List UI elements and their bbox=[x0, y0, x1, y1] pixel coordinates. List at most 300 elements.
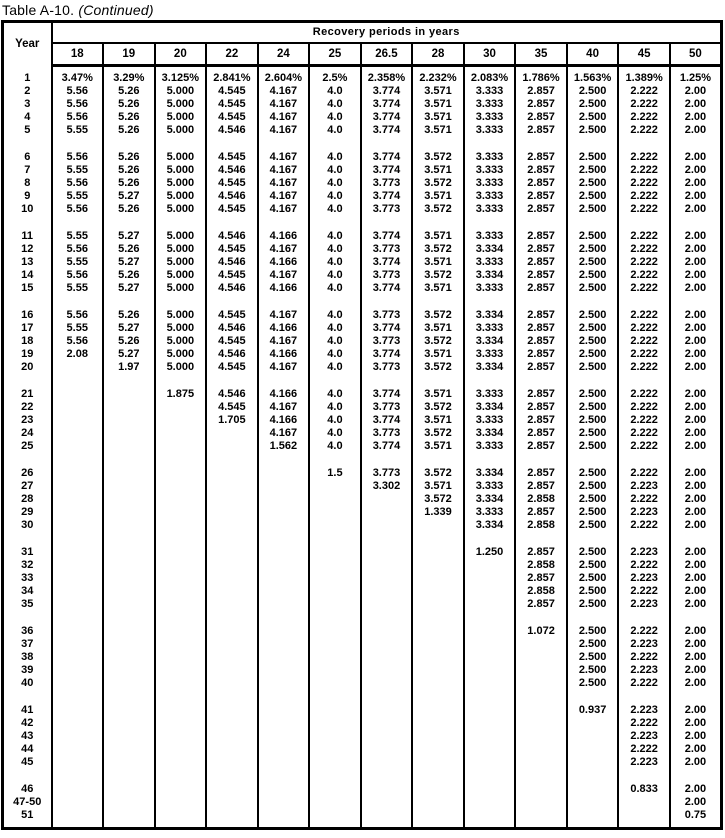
value-cell: 2.500 bbox=[567, 638, 619, 651]
value-cell: 2.858 bbox=[515, 585, 567, 598]
value-cell: 2.500 bbox=[567, 85, 619, 98]
value-cell bbox=[361, 493, 413, 506]
value-cell bbox=[309, 704, 361, 717]
value-cell bbox=[103, 467, 155, 480]
value-cell: 3.333 bbox=[464, 440, 516, 453]
value-cell: 5.000 bbox=[155, 203, 207, 216]
value-cell: 5.26 bbox=[103, 85, 155, 98]
value-cell: 5.000 bbox=[155, 256, 207, 269]
value-cell bbox=[103, 651, 155, 664]
table-row bbox=[3, 519, 722, 532]
value-cell: 2.00 bbox=[670, 164, 722, 177]
table-row bbox=[3, 190, 722, 203]
value-cell: 3.773 bbox=[361, 243, 413, 256]
value-cell: 3.334 bbox=[464, 519, 516, 532]
value-cell: 4.0 bbox=[309, 335, 361, 348]
value-cell: 2.500 bbox=[567, 519, 619, 532]
table-row bbox=[3, 322, 722, 335]
value-cell: 4.167 bbox=[258, 190, 310, 203]
value-cell: 2.500 bbox=[567, 506, 619, 519]
value-cell: 2.00 bbox=[670, 651, 722, 664]
value-cell bbox=[52, 809, 104, 822]
value-cell bbox=[52, 361, 104, 374]
value-cell: 2.857 bbox=[515, 598, 567, 611]
value-cell: 2.00 bbox=[670, 203, 722, 216]
value-cell: 2.500 bbox=[567, 625, 619, 638]
year-cell: 31 bbox=[3, 546, 52, 559]
year-cell: 42 bbox=[3, 717, 52, 730]
year-cell: 1 bbox=[3, 72, 52, 85]
value-cell bbox=[103, 559, 155, 572]
value-cell: 4.546 bbox=[206, 388, 258, 401]
table-row bbox=[3, 704, 722, 717]
value-cell bbox=[155, 730, 207, 743]
table-row bbox=[3, 177, 722, 190]
table-row bbox=[3, 111, 722, 124]
value-cell: 3.333 bbox=[464, 256, 516, 269]
table-row bbox=[3, 677, 722, 690]
value-cell: 4.167 bbox=[258, 269, 310, 282]
value-cell bbox=[309, 717, 361, 730]
value-cell: 2.500 bbox=[567, 124, 619, 137]
value-cell: 2.00 bbox=[670, 111, 722, 124]
value-cell: 2.500 bbox=[567, 493, 619, 506]
value-cell bbox=[206, 730, 258, 743]
value-cell bbox=[155, 796, 207, 809]
value-cell: 2.857 bbox=[515, 177, 567, 190]
value-cell: 4.546 bbox=[206, 348, 258, 361]
value-cell bbox=[155, 598, 207, 611]
value-cell: 2.223 bbox=[618, 756, 670, 769]
value-cell bbox=[155, 704, 207, 717]
year-cell: 17 bbox=[3, 322, 52, 335]
value-cell: 4.0 bbox=[309, 111, 361, 124]
value-cell: 5.000 bbox=[155, 190, 207, 203]
value-cell bbox=[52, 506, 104, 519]
value-cell bbox=[52, 585, 104, 598]
table-title-label: Table A-10. bbox=[2, 2, 75, 18]
year-cell: 23 bbox=[3, 414, 52, 427]
value-cell bbox=[155, 519, 207, 532]
value-cell bbox=[309, 743, 361, 756]
value-cell: 2.857 bbox=[515, 85, 567, 98]
value-cell bbox=[103, 677, 155, 690]
value-cell bbox=[155, 493, 207, 506]
value-cell bbox=[361, 809, 413, 822]
value-cell: 3.572 bbox=[412, 467, 464, 480]
value-cell: 3.571 bbox=[412, 190, 464, 203]
value-cell: 3.572 bbox=[412, 177, 464, 190]
value-cell bbox=[464, 651, 516, 664]
value-cell: 2.222 bbox=[618, 427, 670, 440]
value-cell: 3.333 bbox=[464, 414, 516, 427]
value-cell: 3.571 bbox=[412, 282, 464, 295]
value-cell: 3.29% bbox=[103, 72, 155, 85]
year-cell: 3 bbox=[3, 98, 52, 111]
value-cell bbox=[258, 717, 310, 730]
value-cell: 3.774 bbox=[361, 414, 413, 427]
value-cell bbox=[103, 414, 155, 427]
value-cell bbox=[464, 598, 516, 611]
value-cell: 1.875 bbox=[155, 388, 207, 401]
value-cell: 4.545 bbox=[206, 361, 258, 374]
value-cell: 3.333 bbox=[464, 348, 516, 361]
value-cell bbox=[309, 796, 361, 809]
value-cell bbox=[206, 717, 258, 730]
value-cell: 4.0 bbox=[309, 322, 361, 335]
value-cell: 2.857 bbox=[515, 414, 567, 427]
value-cell: 4.166 bbox=[258, 230, 310, 243]
value-cell: 2.08 bbox=[66, 348, 88, 360]
value-cell: 2.223 bbox=[618, 572, 670, 585]
value-cell: 5.56 bbox=[66, 151, 88, 163]
year-cell: 39 bbox=[3, 664, 52, 677]
value-cell: 3.334 bbox=[464, 335, 516, 348]
value-cell bbox=[155, 506, 207, 519]
value-cell: 3.774 bbox=[361, 190, 413, 203]
value-cell: 1.786% bbox=[515, 72, 567, 85]
value-cell bbox=[567, 756, 619, 769]
table-row bbox=[3, 506, 722, 519]
value-cell: 2.00 bbox=[670, 572, 722, 585]
value-cell bbox=[412, 677, 464, 690]
value-cell bbox=[464, 717, 516, 730]
value-cell: 4.0 bbox=[309, 164, 361, 177]
year-cell: 41 bbox=[3, 704, 52, 717]
value-cell: 3.571 bbox=[412, 480, 464, 493]
value-cell: 2.223 bbox=[618, 480, 670, 493]
value-cell: 2.500 bbox=[567, 164, 619, 177]
value-cell: 2.00 bbox=[670, 151, 722, 164]
value-cell: 2.500 bbox=[567, 401, 619, 414]
value-cell: 2.00 bbox=[670, 519, 722, 532]
year-cell: 34 bbox=[3, 585, 52, 598]
value-cell: 1.563% bbox=[567, 72, 619, 85]
value-cell: 3.572 bbox=[412, 151, 464, 164]
value-cell: 4.166 bbox=[258, 322, 310, 335]
value-cell: 3.773 bbox=[361, 401, 413, 414]
value-cell: 3.125% bbox=[155, 72, 207, 85]
value-cell: 2.857 bbox=[515, 348, 567, 361]
table-row bbox=[3, 401, 722, 414]
value-cell: 1.339 bbox=[412, 506, 464, 519]
col-header-26.5: 26.5 bbox=[361, 43, 413, 66]
value-cell: 5.26 bbox=[103, 124, 155, 137]
year-cell: 29 bbox=[3, 506, 52, 519]
value-cell bbox=[309, 546, 361, 559]
value-cell bbox=[206, 493, 258, 506]
value-cell bbox=[361, 598, 413, 611]
value-cell: 2.00 bbox=[670, 243, 722, 256]
value-cell: 2.00 bbox=[670, 743, 722, 756]
value-cell: 2.858 bbox=[515, 559, 567, 572]
value-cell bbox=[412, 585, 464, 598]
value-cell bbox=[258, 638, 310, 651]
value-cell: 3.571 bbox=[412, 440, 464, 453]
value-cell bbox=[52, 598, 104, 611]
value-cell: 2.857 bbox=[515, 427, 567, 440]
value-cell: 1.5 bbox=[309, 467, 361, 480]
value-cell: 4.166 bbox=[258, 414, 310, 427]
value-cell: 3.774 bbox=[361, 282, 413, 295]
value-cell: 4.167 bbox=[258, 124, 310, 137]
value-cell: 5.56 bbox=[66, 243, 88, 255]
value-cell: 2.857 bbox=[515, 440, 567, 453]
table-row bbox=[3, 638, 722, 651]
value-cell: 5.26 bbox=[103, 243, 155, 256]
value-cell bbox=[155, 625, 207, 638]
value-cell: 3.333 bbox=[464, 111, 516, 124]
value-cell: 5.56 bbox=[66, 309, 88, 321]
value-cell: 2.222 bbox=[618, 388, 670, 401]
value-cell: 2.00 bbox=[670, 348, 722, 361]
year-cell: 30 bbox=[3, 519, 52, 532]
value-cell bbox=[515, 809, 567, 822]
value-cell bbox=[206, 809, 258, 822]
value-cell bbox=[52, 743, 104, 756]
value-cell: 2.857 bbox=[515, 401, 567, 414]
value-cell: 2.223 bbox=[618, 704, 670, 717]
value-cell: 4.545 bbox=[206, 309, 258, 322]
value-cell bbox=[258, 585, 310, 598]
value-cell bbox=[206, 677, 258, 690]
value-cell: 2.223 bbox=[618, 638, 670, 651]
value-cell: 3.572 bbox=[412, 335, 464, 348]
value-cell: 5.27 bbox=[103, 348, 155, 361]
value-cell bbox=[309, 730, 361, 743]
col-header-20: 20 bbox=[155, 43, 207, 66]
value-cell: 5.26 bbox=[103, 98, 155, 111]
value-cell bbox=[206, 664, 258, 677]
year-cell: 10 bbox=[3, 203, 52, 216]
value-cell: 2.00 bbox=[670, 309, 722, 322]
value-cell: 3.773 bbox=[361, 203, 413, 216]
value-cell: 2.083% bbox=[464, 72, 516, 85]
value-cell: 2.00 bbox=[670, 440, 722, 453]
value-cell bbox=[155, 414, 207, 427]
value-cell: 4.546 bbox=[206, 164, 258, 177]
value-cell: 2.00 bbox=[670, 177, 722, 190]
value-cell bbox=[515, 796, 567, 809]
value-cell: 3.333 bbox=[464, 506, 516, 519]
year-cell: 18 bbox=[3, 335, 52, 348]
value-cell: 2.00 bbox=[670, 269, 722, 282]
value-cell bbox=[155, 480, 207, 493]
value-cell: 2.857 bbox=[515, 164, 567, 177]
value-cell bbox=[258, 506, 310, 519]
value-cell: 2.222 bbox=[618, 322, 670, 335]
spacer-row bbox=[3, 769, 722, 783]
value-cell bbox=[155, 743, 207, 756]
year-column-header: Year bbox=[3, 22, 52, 66]
value-cell: 2.857 bbox=[515, 98, 567, 111]
col-header-25: 25 bbox=[309, 43, 361, 66]
value-cell: 3.334 bbox=[464, 269, 516, 282]
value-cell bbox=[206, 585, 258, 598]
value-cell: 2.857 bbox=[515, 190, 567, 203]
value-cell bbox=[206, 506, 258, 519]
value-cell: 4.0 bbox=[309, 124, 361, 137]
value-cell: 5.000 bbox=[155, 335, 207, 348]
value-cell: 2.857 bbox=[515, 480, 567, 493]
value-cell: 2.857 bbox=[515, 282, 567, 295]
value-cell bbox=[52, 638, 104, 651]
value-cell: 4.167 bbox=[258, 203, 310, 216]
year-cell: 27 bbox=[3, 480, 52, 493]
value-cell: 4.166 bbox=[258, 256, 310, 269]
table-row bbox=[3, 598, 722, 611]
year-cell: 8 bbox=[3, 177, 52, 190]
value-cell bbox=[361, 546, 413, 559]
value-cell bbox=[361, 743, 413, 756]
value-cell: 3.333 bbox=[464, 124, 516, 137]
table-row bbox=[3, 243, 722, 256]
value-cell bbox=[258, 796, 310, 809]
value-cell: 2.500 bbox=[567, 440, 619, 453]
value-cell: 4.545 bbox=[206, 98, 258, 111]
table-row bbox=[3, 203, 722, 216]
value-cell bbox=[155, 427, 207, 440]
value-cell bbox=[103, 598, 155, 611]
value-cell bbox=[155, 664, 207, 677]
value-cell: 4.546 bbox=[206, 256, 258, 269]
value-cell: 2.00 bbox=[670, 730, 722, 743]
value-cell: 3.333 bbox=[464, 177, 516, 190]
value-cell bbox=[361, 677, 413, 690]
value-cell bbox=[52, 559, 104, 572]
value-cell: 2.857 bbox=[515, 309, 567, 322]
value-cell: 2.500 bbox=[567, 269, 619, 282]
value-cell bbox=[258, 651, 310, 664]
value-cell bbox=[464, 809, 516, 822]
value-cell: 4.0 bbox=[309, 401, 361, 414]
value-cell bbox=[155, 717, 207, 730]
value-cell: 4.545 bbox=[206, 269, 258, 282]
value-cell: 2.222 bbox=[618, 230, 670, 243]
value-cell bbox=[52, 440, 104, 453]
table-row bbox=[3, 651, 722, 664]
value-cell: 2.223 bbox=[618, 546, 670, 559]
value-cell bbox=[52, 467, 104, 480]
value-cell bbox=[567, 730, 619, 743]
value-cell: 4.545 bbox=[206, 111, 258, 124]
value-cell: 4.0 bbox=[309, 269, 361, 282]
value-cell bbox=[412, 651, 464, 664]
value-cell: 3.571 bbox=[412, 164, 464, 177]
value-cell: 1.389% bbox=[618, 72, 670, 85]
value-cell: 4.0 bbox=[309, 203, 361, 216]
spacer-row bbox=[3, 216, 722, 230]
recovery-periods-header: Recovery periods in years bbox=[52, 22, 722, 44]
value-cell: 3.572 bbox=[412, 203, 464, 216]
value-cell bbox=[52, 756, 104, 769]
value-cell: 4.167 bbox=[258, 177, 310, 190]
value-cell bbox=[52, 730, 104, 743]
value-cell bbox=[412, 625, 464, 638]
table-row bbox=[3, 625, 722, 638]
value-cell: 2.222 bbox=[618, 98, 670, 111]
value-cell bbox=[103, 704, 155, 717]
value-cell: 2.500 bbox=[567, 190, 619, 203]
value-cell: 5.26 bbox=[103, 309, 155, 322]
value-cell bbox=[412, 572, 464, 585]
value-cell: 2.857 bbox=[515, 230, 567, 243]
value-cell: 4.0 bbox=[309, 361, 361, 374]
value-cell: 2.00 bbox=[670, 493, 722, 506]
table-row bbox=[3, 348, 722, 361]
value-cell: 2.00 bbox=[670, 388, 722, 401]
value-cell: 3.571 bbox=[412, 256, 464, 269]
value-cell: 2.500 bbox=[567, 414, 619, 427]
value-cell: 5.000 bbox=[155, 348, 207, 361]
value-cell: 2.857 bbox=[515, 335, 567, 348]
col-header-24: 24 bbox=[258, 43, 310, 66]
value-cell: 2.500 bbox=[567, 651, 619, 664]
value-cell: 3.773 bbox=[361, 335, 413, 348]
table-row bbox=[3, 98, 722, 111]
value-cell bbox=[103, 638, 155, 651]
value-cell bbox=[361, 756, 413, 769]
value-cell bbox=[464, 677, 516, 690]
value-cell: 2.500 bbox=[567, 388, 619, 401]
value-cell: 5.000 bbox=[155, 309, 207, 322]
value-cell: 3.572 bbox=[412, 427, 464, 440]
value-cell: 5.27 bbox=[103, 230, 155, 243]
value-cell bbox=[515, 783, 567, 796]
value-cell bbox=[155, 467, 207, 480]
value-cell bbox=[206, 546, 258, 559]
value-cell: 2.500 bbox=[567, 309, 619, 322]
value-cell: 4.167 bbox=[258, 361, 310, 374]
value-cell: 4.545 bbox=[206, 203, 258, 216]
value-cell bbox=[52, 546, 104, 559]
value-cell: 3.333 bbox=[464, 282, 516, 295]
value-cell bbox=[361, 783, 413, 796]
table-row bbox=[3, 414, 722, 427]
value-cell: 4.0 bbox=[309, 282, 361, 295]
value-cell: 5.000 bbox=[155, 164, 207, 177]
value-cell: 2.858 bbox=[515, 519, 567, 532]
value-cell: 3.774 bbox=[361, 85, 413, 98]
value-cell bbox=[206, 625, 258, 638]
value-cell bbox=[52, 519, 104, 532]
table-row bbox=[3, 256, 722, 269]
value-cell bbox=[206, 651, 258, 664]
value-cell: 2.00 bbox=[670, 467, 722, 480]
value-cell: 2.00 bbox=[670, 625, 722, 638]
value-cell: 3.774 bbox=[361, 111, 413, 124]
value-cell bbox=[103, 756, 155, 769]
value-cell: 2.222 bbox=[618, 559, 670, 572]
value-cell: 3.571 bbox=[412, 85, 464, 98]
value-cell: 2.223 bbox=[618, 506, 670, 519]
value-cell: 2.00 bbox=[670, 506, 722, 519]
spacer-row bbox=[3, 822, 722, 829]
value-cell: 5.000 bbox=[155, 124, 207, 137]
value-cell: 2.222 bbox=[618, 348, 670, 361]
value-cell: 3.571 bbox=[412, 348, 464, 361]
value-cell bbox=[103, 440, 155, 453]
value-cell bbox=[52, 796, 104, 809]
value-cell: 4.546 bbox=[206, 282, 258, 295]
value-cell: 2.222 bbox=[618, 519, 670, 532]
value-cell bbox=[155, 440, 207, 453]
value-cell bbox=[515, 677, 567, 690]
value-cell: 5.27 bbox=[103, 190, 155, 203]
value-cell: 2.222 bbox=[618, 309, 670, 322]
value-cell bbox=[52, 388, 104, 401]
value-cell: 4.0 bbox=[309, 85, 361, 98]
